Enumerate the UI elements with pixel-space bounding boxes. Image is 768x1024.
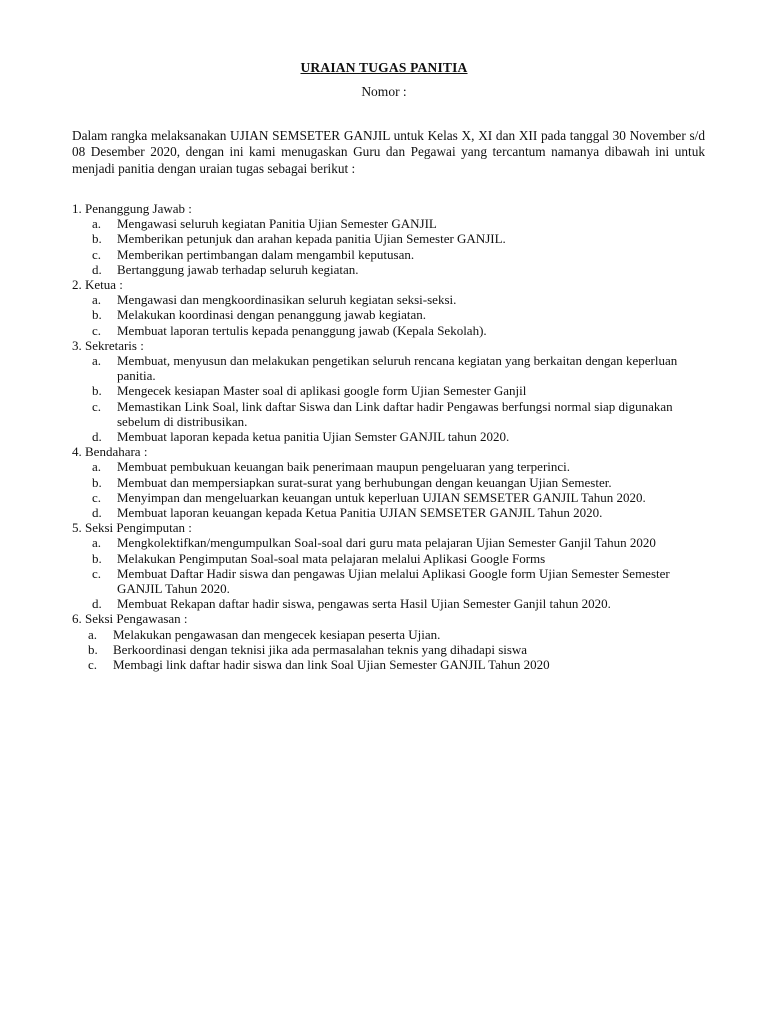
item-text: Membuat laporan tertulis kepada penanggung jawab (Kepala Sekolah). (117, 322, 487, 338)
item-letter: a. (92, 535, 102, 551)
list-item (72, 429, 712, 444)
item-text: Memastikan Link Soal, link daftar Siswa dan Link daftar hadir Pengawas berfungsi normal siap digunakan sebelum di distribusikan. (117, 398, 673, 429)
list-item (72, 383, 712, 398)
item-text: Membagi link daftar hadir siswa dan link Soal Ujian Semester GANJIL Tahun 2020 (113, 657, 550, 673)
item-text: Membuat pembukuan keuangan baik penerimaan maupun pengeluaran yang terperinci. (117, 459, 571, 475)
item-letter: b. (92, 307, 102, 323)
item-letter: a. (92, 292, 102, 308)
list-item (72, 490, 712, 505)
list-item (72, 459, 712, 474)
item-text: Melakukan Pengimputan Soal-soal mata pelajaran melalui Aplikasi Google Forms (117, 550, 546, 566)
list-item (72, 307, 712, 322)
task-list (72, 535, 712, 611)
item-text: Mengecek kesiapan Master soal di aplikasi google form Ujian Semester Ganjil (117, 383, 527, 399)
section-title: 6. Seksi Pengawasan : (72, 611, 188, 627)
item-letter: c. (92, 246, 102, 262)
list-item (72, 399, 712, 429)
item-text: Melakukan pengawasan dan mengecek kesiapan peserta Ujian. (113, 626, 441, 642)
item-text: Membuat Rekapan daftar hadir siswa, pengawas serta Hasil Ujian Semester Ganjil tahun 2020. (117, 596, 611, 612)
section-bendahara (72, 444, 712, 520)
item-letter: a. (88, 626, 98, 642)
list-item (72, 535, 712, 550)
list-item (72, 353, 712, 383)
section-penanggung-jawab (72, 201, 712, 277)
item-letter: c. (92, 398, 102, 414)
item-text: Melakukan koordinasi dengan penanggung jawab kegiatan. (117, 307, 427, 323)
section-title: 2. Ketua : (72, 277, 123, 293)
task-list (72, 216, 712, 277)
list-item (72, 551, 712, 566)
item-letter: c. (92, 489, 102, 505)
item-text: Memberikan petunjuk dan arahan kepada panitia Ujian Semester GANJIL. (117, 231, 506, 247)
list-item (72, 216, 712, 231)
item-letter: c. (88, 657, 98, 673)
section-title: 4. Bendahara : (72, 444, 148, 460)
item-text: Mengawasi seluruh kegiatan Panitia Ujian Semester GANJIL (117, 216, 437, 232)
section-title: 1. Penanggung Jawab : (72, 201, 192, 216)
item-text: Berkoordinasi dengan teknisi jika ada permasalahan teknis yang dihadapi siswa (113, 641, 528, 657)
task-list (72, 627, 712, 673)
item-letter: a. (92, 216, 102, 232)
task-list (72, 292, 712, 338)
list-item (72, 505, 712, 520)
item-letter: b. (92, 474, 102, 490)
item-letter: b. (92, 550, 102, 566)
duty-sections (72, 201, 712, 672)
item-text: Membuat dan mempersiapkan surat-surat yang berhubungan dengan keuangan Ujian Semester. (117, 474, 612, 490)
item-text: Mengkolektifkan/mengumpulkan Soal-soal dari guru mata pelajaran Ujian Semester Ganjil Tahun 2020 (117, 535, 656, 551)
section-seksi-pengimputan (72, 520, 712, 611)
list-item (72, 262, 712, 277)
item-text: Membuat, menyusun dan melakukan pengetikan seluruh rencana kegiatan yang berkaitan dengan keperluan panitia. (117, 353, 678, 384)
item-letter: b. (92, 231, 102, 247)
item-letter: a. (92, 459, 102, 475)
item-letter: d. (92, 596, 102, 612)
list-item (72, 642, 712, 657)
document-number-label: Nomor : (361, 84, 407, 99)
item-text: Menyimpan dan mengeluarkan keuangan untuk keperluan UJIAN SEMSETER GANJIL Tahun 2020. (117, 489, 646, 505)
section-sekretaris (72, 338, 712, 444)
item-letter: a. (92, 353, 102, 369)
list-item (72, 247, 712, 262)
item-letter: b. (92, 383, 102, 399)
task-list (72, 353, 712, 444)
section-ketua (72, 277, 712, 338)
item-letter: c. (92, 565, 102, 581)
item-letter: b. (88, 641, 98, 657)
list-item (72, 596, 712, 611)
list-item (72, 231, 712, 246)
item-letter: d. (92, 429, 102, 445)
list-item (72, 566, 712, 596)
item-letter: c. (92, 322, 102, 338)
list-item (72, 292, 712, 307)
list-item (72, 627, 712, 642)
section-title: 5. Seksi Pengimputan : (72, 520, 192, 536)
item-text: Membuat Daftar Hadir siswa dan pengawas Ujian melalui Aplikasi Google form Ujian Semester Semester GANJIL Tahun 2020. (117, 565, 670, 597)
item-text: Membuat laporan keuangan kepada Ketua Panitia UJIAN SEMSETER GANJIL Tahun 2020. (117, 505, 603, 521)
item-text: Mengawasi dan mengkoordinasikan seluruh kegiatan seksi-seksi. (117, 292, 457, 308)
item-text: Membuat laporan kepada ketua panitia Ujian Semster GANJIL tahun 2020. (117, 429, 510, 445)
section-seksi-pengawasan (72, 611, 712, 672)
list-item (72, 657, 712, 672)
item-text: Bertanggung jawab terhadap seluruh kegiatan. (117, 261, 359, 277)
document-title: URAIAN TUGAS PANITIA (300, 60, 468, 75)
task-list (72, 459, 712, 520)
item-letter: d. (92, 261, 102, 277)
section-title: 3. Sekretaris : (72, 337, 144, 353)
list-item (72, 475, 712, 490)
item-letter: d. (92, 505, 102, 521)
intro-paragraph: Dalam rangka melaksanakan UJIAN SEMSETER GANJIL untuk Kelas X, XI dan XII pada tanggal 30 November s/d 08 Desember 2020, dengan ini kami menugaskan Guru dan Pegawai yang tercantum namanya dibawah ini untuk menjadi panitia dengan uraian tugas sebagai berikut : (72, 128, 705, 176)
list-item (72, 323, 712, 338)
item-text: Memberikan pertimbangan dalam mengambil keputusan. (117, 246, 415, 262)
